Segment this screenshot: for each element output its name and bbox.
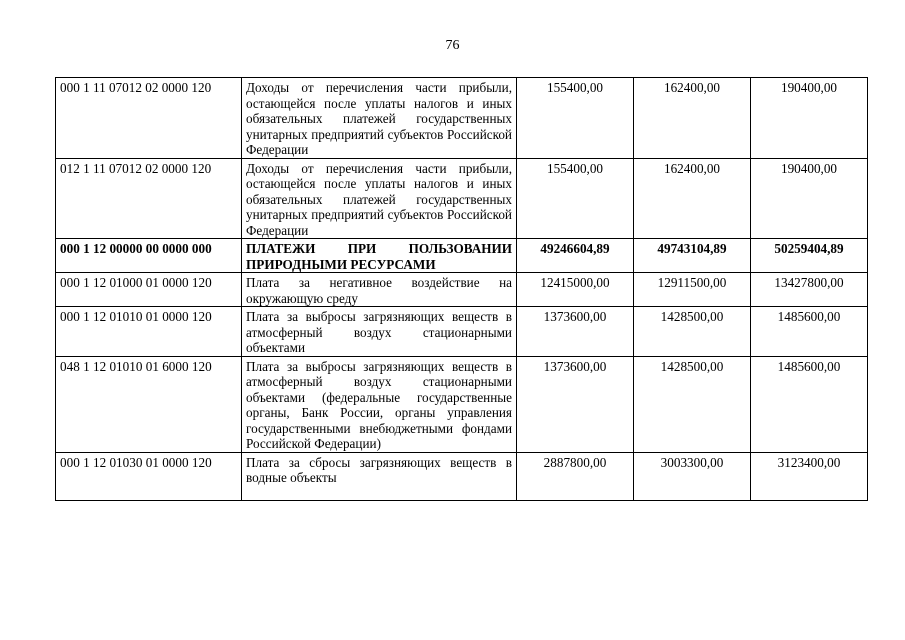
- row-code: 000 1 12 00000 00 0000 000: [56, 239, 242, 273]
- budget-table: [55, 77, 868, 501]
- table-row: [56, 78, 868, 159]
- table-row: [56, 452, 868, 500]
- table-row: [56, 356, 868, 452]
- table-row: [56, 158, 868, 239]
- row-value-year-3: 190400,00: [751, 158, 868, 239]
- row-value-year-3: 13427800,00: [751, 273, 868, 307]
- row-value-year-3: 190400,00: [751, 78, 868, 159]
- row-code: 000 1 12 01010 01 0000 120: [56, 307, 242, 357]
- row-name: Плата за сбросы загрязняющих веществ в водные объекты: [242, 452, 517, 500]
- row-value-year-3: 1485600,00: [751, 307, 868, 357]
- row-value-year-1: 12415000,00: [517, 273, 634, 307]
- row-value-year-3: 3123400,00: [751, 452, 868, 500]
- row-value-year-1: 155400,00: [517, 158, 634, 239]
- row-value-year-2: 162400,00: [634, 158, 751, 239]
- row-value-year-1: 155400,00: [517, 78, 634, 159]
- row-name: Плата за выбросы загрязняющих веществ в атмосферный воздух стационарными объектами (федеральные государственные органы, Банк России, органы управления государственными внебюджетными фондами Российской Федерации): [242, 356, 517, 452]
- row-value-year-2: 162400,00: [634, 78, 751, 159]
- row-name: ПЛАТЕЖИ ПРИ ПОЛЬЗОВАНИИ ПРИРОДНЫМИ РЕСУРСАМИ: [242, 239, 517, 273]
- row-value-year-2: 49743104,89: [634, 239, 751, 273]
- row-value-year-1: 1373600,00: [517, 356, 634, 452]
- row-code: 048 1 12 01010 01 6000 120: [56, 356, 242, 452]
- row-name: Доходы от перечисления части прибыли, остающейся после уплаты налогов и иных обязательных платежей государственных унитарных предприятий субъектов Российской Федерации: [242, 78, 517, 159]
- row-code: 000 1 11 07012 02 0000 120: [56, 78, 242, 159]
- row-name: Плата за выбросы загрязняющих веществ в атмосферный воздух стационарными объектами: [242, 307, 517, 357]
- row-value-year-3: 1485600,00: [751, 356, 868, 452]
- table-row: [56, 239, 868, 273]
- row-name: Плата за негативное воздействие на окружающую среду: [242, 273, 517, 307]
- row-value-year-1: 49246604,89: [517, 239, 634, 273]
- row-value-year-2: 1428500,00: [634, 356, 751, 452]
- table-row: [56, 307, 868, 357]
- table-row: [56, 273, 868, 307]
- row-value-year-2: 3003300,00: [634, 452, 751, 500]
- row-code: 000 1 12 01000 01 0000 120: [56, 273, 242, 307]
- row-value-year-3: 50259404,89: [751, 239, 868, 273]
- row-value-year-1: 1373600,00: [517, 307, 634, 357]
- row-code: 012 1 11 07012 02 0000 120: [56, 158, 242, 239]
- page-number: 76: [445, 38, 460, 53]
- row-value-year-2: 12911500,00: [634, 273, 751, 307]
- row-value-year-1: 2887800,00: [517, 452, 634, 500]
- row-value-year-2: 1428500,00: [634, 307, 751, 357]
- row-code: 000 1 12 01030 01 0000 120: [56, 452, 242, 500]
- row-name: Доходы от перечисления части прибыли, остающейся после уплаты налогов и иных обязательных платежей государственных унитарных предприятий субъектов Российской Федерации: [242, 158, 517, 239]
